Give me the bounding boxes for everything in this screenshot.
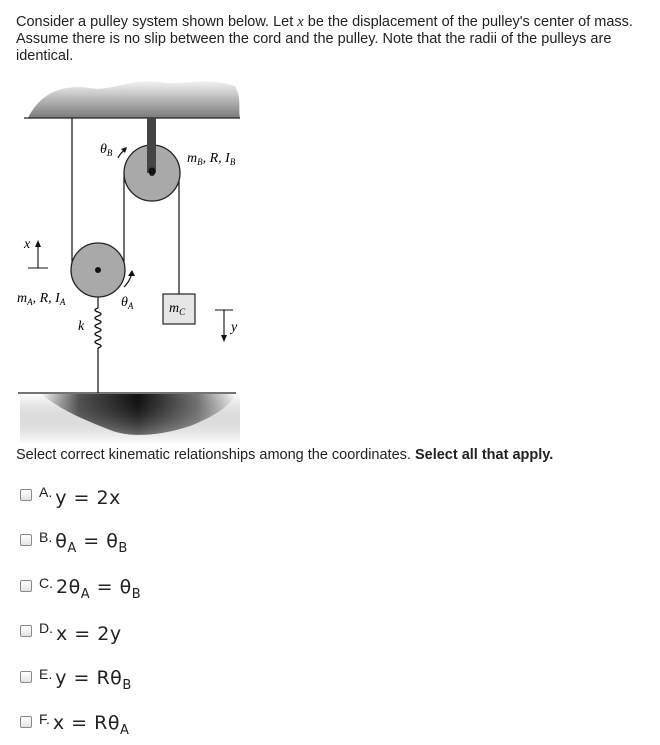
option-d-letter: D. xyxy=(39,620,53,636)
k-label: k xyxy=(78,319,85,334)
option-e[interactable] xyxy=(20,654,141,700)
question-variable: x xyxy=(297,14,303,30)
pulley-diagram xyxy=(0,76,300,446)
theta-a-label: $\theta_A$ xyxy=(121,295,134,311)
option-d-math: x = 2y xyxy=(56,623,122,645)
option-f-math: $x = R\theta_A$ xyxy=(53,712,129,738)
option-a-checkbox[interactable] xyxy=(20,489,32,501)
option-e-letter: E. xyxy=(39,666,52,682)
pulley-a-label: $m_A$, R, $I_A$ xyxy=(17,291,66,307)
option-a[interactable] xyxy=(20,472,141,518)
y-label: y xyxy=(229,320,238,335)
option-b[interactable] xyxy=(20,518,141,564)
option-b-checkbox[interactable] xyxy=(20,534,32,546)
option-c-math: $2\theta_A = \theta_B$ xyxy=(56,576,141,602)
option-b-math: $\theta_A = \theta_B$ xyxy=(55,530,128,556)
option-c-letter: C. xyxy=(39,575,53,591)
option-a-math: y = 2x xyxy=(55,487,121,509)
x-label: x xyxy=(23,237,31,252)
option-e-checkbox[interactable] xyxy=(20,671,32,683)
option-c-checkbox[interactable] xyxy=(20,580,32,592)
question-part2: be the displacement of the pulley's center of mass. Assume there is no slip between the cord and the pulley. Note that the radii of the pulleys are identical. xyxy=(16,14,633,64)
option-a-letter: A. xyxy=(39,484,52,500)
option-c[interactable] xyxy=(20,563,141,609)
instruction-emphasis: Select all that apply. xyxy=(415,447,553,463)
option-b-letter: B. xyxy=(39,529,52,545)
spring xyxy=(95,308,101,348)
question-text xyxy=(16,14,652,65)
option-f-letter: F. xyxy=(39,711,50,727)
answer-options xyxy=(20,472,141,745)
question-part1: Consider a pulley system shown below. Let xyxy=(16,14,297,30)
mass-c-label: $m_C$ xyxy=(169,301,186,317)
option-f[interactable] xyxy=(20,700,141,745)
instruction-text xyxy=(16,447,553,463)
option-d[interactable] xyxy=(20,609,141,655)
option-d-checkbox[interactable] xyxy=(20,625,32,637)
instruction-main: Select correct kinematic relationships among the coordinates. xyxy=(16,447,415,463)
ceiling xyxy=(28,81,240,118)
option-e-math: $y = R\theta_B$ xyxy=(55,667,132,693)
pulley-b-label: $m_B$, R, $I_B$ xyxy=(187,151,236,167)
option-f-checkbox[interactable] xyxy=(20,716,32,728)
theta-b-label: $\theta_B$ xyxy=(100,142,113,158)
